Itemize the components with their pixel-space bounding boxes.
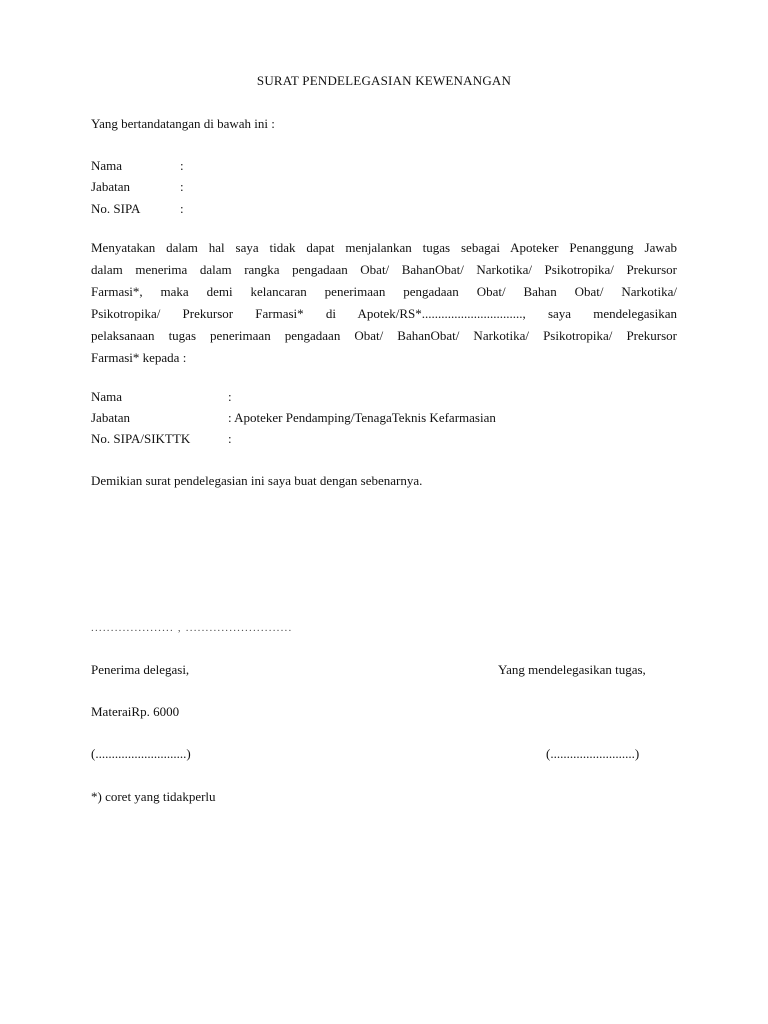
delegate-sipa-value: : xyxy=(228,431,232,446)
document-title: SURAT PENDELEGASIAN KEWENANGAN xyxy=(256,73,512,88)
statement-line: Farmasi* kepada : xyxy=(91,350,187,365)
receiver-signature-line: (............................) xyxy=(91,746,191,761)
delegator-name-colon: : xyxy=(180,158,184,173)
stamp-note: MateraiRp. 6000 xyxy=(91,704,180,719)
delegate-sipa-label: No. SIPA/SIKTTK xyxy=(91,431,191,446)
delegator-sipa-label: No. SIPA xyxy=(91,201,141,216)
delegator-sipa-colon: : xyxy=(180,201,184,216)
delegator-position-colon: : xyxy=(180,179,184,194)
statement-line: Psikotropika/ Prekursor Farmasi* di Apotek/RS*..............................., saya mendelegasikan xyxy=(91,306,677,321)
delegate-name-value: : xyxy=(228,389,232,404)
delegator-name-label: Nama xyxy=(91,158,123,173)
delegate-position-value: : Apoteker Pendamping/TenagaTeknis Kefarmasian xyxy=(228,410,496,425)
delegator-signature-line: (..........................) xyxy=(546,746,640,761)
statement-line: Menyatakan dalam hal saya tidak dapat menjalankan tugas sebagai Apoteker Penanggung Jawab xyxy=(91,240,677,255)
footnote: *) coret yang tidakperlu xyxy=(91,789,216,804)
place-date-line: ..................... , ........................... xyxy=(91,622,293,634)
statement-paragraph xyxy=(91,237,677,369)
statement-line: Farmasi*, maka demi kelancaran penerimaan pengadaan Obat/ Bahan Obat/ Narkotika/ xyxy=(91,284,677,299)
delegator-label: Yang mendelegasikan tugas, xyxy=(498,662,646,677)
closing-statement: Demikian surat pendelegasian ini saya buat dengan sebenarnya. xyxy=(91,473,423,488)
delegate-position-label: Jabatan xyxy=(91,410,130,425)
delegator-position-label: Jabatan xyxy=(91,179,130,194)
statement-line: pelaksanaan tugas penerimaan pengadaan Obat/ BahanObat/ Narkotika/ Psikotropika/ Prekursor xyxy=(91,328,677,343)
intro-text: Yang bertandatangan di bawah ini : xyxy=(91,116,275,131)
receiver-label: Penerima delegasi, xyxy=(91,662,190,677)
statement-line: dalam menerima dalam rangka pengadaan Obat/ BahanObat/ Narkotika/ Psikotropika/ Prekursor xyxy=(91,262,677,277)
delegate-name-label: Nama xyxy=(91,389,123,404)
